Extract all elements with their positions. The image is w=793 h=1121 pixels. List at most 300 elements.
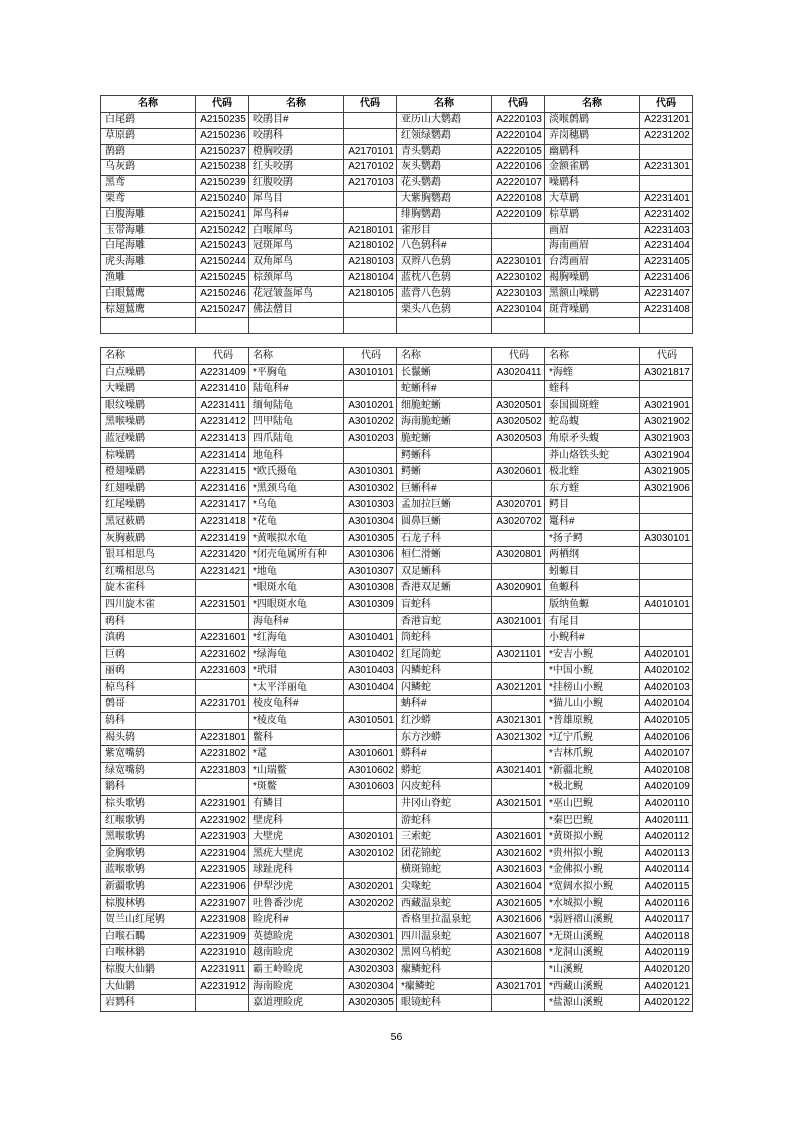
species-name-cell: *海蝰 (545, 364, 640, 381)
species-code-cell (196, 318, 249, 334)
species-name-cell (545, 318, 640, 334)
species-name-cell: 白点噪鹛 (101, 364, 196, 381)
species-code-cell: A3021701 (492, 978, 545, 995)
species-code-cell: A3010305 (344, 530, 397, 547)
species-name-cell: *四眼斑水龟 (249, 596, 344, 613)
species-name-cell: 蚓螈目 (545, 563, 640, 580)
species-code-cell: A2231416 (196, 480, 249, 497)
species-code-cell: A4020112 (640, 829, 693, 846)
species-name-cell: 棕草鹛 (545, 207, 640, 223)
species-name-cell: *无斑山溪鲵 (545, 928, 640, 945)
species-name-cell: *欧氏摄龟 (249, 464, 344, 481)
species-code-cell: A2231414 (196, 447, 249, 464)
species-name-cell: 滇䴓 (101, 630, 196, 647)
species-code-cell: A3021608 (492, 945, 545, 962)
species-name-cell: *平胸龟 (249, 364, 344, 381)
species-code-cell: A2150237 (196, 144, 249, 160)
species-name-cell: *金佛拟小鲵 (545, 862, 640, 879)
species-code-cell: A3010303 (344, 497, 397, 514)
species-name-cell: 鳖科 (249, 729, 344, 746)
species-code-table-upper (100, 95, 693, 334)
table-row (101, 679, 693, 696)
species-code-cell: A2220103 (492, 113, 545, 129)
species-name-cell: 双足蜥科 (397, 563, 492, 580)
table-row (101, 746, 693, 763)
species-code-cell: A3021603 (492, 862, 545, 879)
table-row (101, 144, 693, 160)
species-code-cell: A3020301 (344, 928, 397, 945)
species-code-cell: A3020201 (344, 879, 397, 896)
species-code-cell (196, 613, 249, 630)
species-code-cell: A3020801 (492, 547, 545, 564)
name-column-header: 名称 (545, 96, 640, 113)
species-code-table-lower (100, 347, 693, 1012)
table-row (101, 779, 693, 796)
species-name-cell: 渔雕 (101, 270, 196, 286)
species-name-cell: *扬子鳄 (545, 530, 640, 547)
species-name-cell: 香港盲蛇 (397, 613, 492, 630)
species-name-cell: *安吉小鲵 (545, 646, 640, 663)
species-code-cell (492, 961, 545, 978)
table-row (101, 961, 693, 978)
species-name-cell: 蓝冠噪鹛 (101, 430, 196, 447)
header-row (101, 96, 693, 113)
species-code-cell: A3010603 (344, 779, 397, 796)
species-code-cell: A2220104 (492, 128, 545, 144)
species-name-cell: *盐源山溪鲵 (545, 995, 640, 1012)
species-code-cell: A4020101 (640, 646, 693, 663)
table-row (101, 613, 693, 630)
name-column-header: 名称 (397, 96, 492, 113)
species-code-cell: A3021604 (492, 879, 545, 896)
species-code-cell: A3020411 (492, 364, 545, 381)
species-name-cell: 红领绿鹦鹉 (397, 128, 492, 144)
species-name-cell: *鼋 (249, 746, 344, 763)
table-row (101, 176, 693, 192)
species-code-cell: A2231417 (196, 497, 249, 514)
species-code-cell (492, 223, 545, 239)
species-name-cell: 红尾噪鹛 (101, 497, 196, 514)
species-code-cell: A3021201 (492, 679, 545, 696)
species-code-cell: A2231907 (196, 895, 249, 912)
species-code-cell: A2231906 (196, 879, 249, 896)
species-code-cell (492, 381, 545, 398)
species-code-cell: A3020303 (344, 961, 397, 978)
species-code-cell: A2231403 (640, 223, 693, 239)
species-code-cell: A2231801 (196, 729, 249, 746)
species-name-cell: 大噪鹛 (101, 381, 196, 398)
species-code-cell (344, 447, 397, 464)
species-name-cell: *乌龟 (249, 497, 344, 514)
species-code-cell (196, 995, 249, 1012)
name-column-header: 名称 (101, 348, 196, 365)
species-code-cell: A3020702 (492, 513, 545, 530)
species-name-cell: *黄斑拟小鲵 (545, 829, 640, 846)
species-code-cell: A4020117 (640, 912, 693, 929)
species-code-cell: A2150238 (196, 160, 249, 176)
species-code-cell: A2150243 (196, 239, 249, 255)
table-row (101, 255, 693, 271)
species-name-cell: 小鲵科# (545, 630, 640, 647)
species-name-cell: *棱皮龟 (249, 713, 344, 730)
species-code-cell: A2180101 (344, 223, 397, 239)
species-name-cell: *玳瑁 (249, 663, 344, 680)
species-code-cell: A2231701 (196, 696, 249, 713)
species-code-cell: A2231410 (196, 381, 249, 398)
species-name-cell: 乌灰鹞 (101, 160, 196, 176)
code-column-header: 代码 (492, 348, 545, 365)
species-code-cell (196, 713, 249, 730)
species-code-cell (492, 696, 545, 713)
species-code-cell (640, 176, 693, 192)
species-name-cell: 巨䴓 (101, 646, 196, 663)
species-code-cell: A4020119 (640, 945, 693, 962)
species-code-cell: A2231902 (196, 812, 249, 829)
species-name-cell: 双角犀鸟 (249, 255, 344, 271)
species-code-cell: A4020118 (640, 928, 693, 945)
species-code-cell: A2180102 (344, 239, 397, 255)
species-code-cell (492, 779, 545, 796)
species-name-cell: 黑喉歌鸲 (101, 829, 196, 846)
species-name-cell: 伊犁沙虎 (249, 879, 344, 896)
species-name-cell: 霸王岭睑虎 (249, 961, 344, 978)
species-code-cell: A2230101 (492, 255, 545, 271)
species-code-cell: A3020101 (344, 829, 397, 846)
species-code-cell: A3010601 (344, 746, 397, 763)
code-column-header: 代码 (492, 96, 545, 113)
species-name-cell: 有尾目 (545, 613, 640, 630)
species-code-cell: A2231909 (196, 928, 249, 945)
table-row (101, 796, 693, 813)
species-name-cell: 巨蜥科# (397, 480, 492, 497)
species-code-cell (492, 480, 545, 497)
species-code-cell: A3010308 (344, 580, 397, 597)
species-name-cell (249, 318, 344, 334)
species-code-cell: A2170102 (344, 160, 397, 176)
code-column-header: 代码 (344, 96, 397, 113)
species-name-cell: 蓝喉歌鸲 (101, 862, 196, 879)
species-name-cell: 新疆歌鸲 (101, 879, 196, 896)
species-name-cell: 佛法僧目 (249, 302, 344, 318)
table-row (101, 563, 693, 580)
species-code-cell: A2231910 (196, 945, 249, 962)
table-row (101, 978, 693, 995)
table-row (101, 530, 693, 547)
species-name-cell: 筒蛇科 (397, 630, 492, 647)
table-row (101, 995, 693, 1012)
species-name-cell: 灰胸薮鹛 (101, 530, 196, 547)
table-row (101, 160, 693, 176)
species-code-cell (344, 796, 397, 813)
table-row (101, 191, 693, 207)
species-code-cell: A2150239 (196, 176, 249, 192)
species-code-cell: A2220107 (492, 176, 545, 192)
species-name-cell: 眼镜蛇科 (397, 995, 492, 1012)
species-name-cell: 黑额山噪鹛 (545, 286, 640, 302)
species-name-cell: 淡喉鹩鹛 (545, 113, 640, 129)
species-code-cell: A2230104 (492, 302, 545, 318)
species-name-cell: 八色鸫科# (397, 239, 492, 255)
table-row (101, 207, 693, 223)
table-row (101, 596, 693, 613)
species-name-cell: 睑虎科# (249, 912, 344, 929)
species-name-cell: 大壁虎 (249, 829, 344, 846)
species-name-cell: 棕头歌鸲 (101, 796, 196, 813)
species-code-cell: A3021903 (640, 430, 693, 447)
species-name-cell: 玉带海雕 (101, 223, 196, 239)
species-name-cell: 香格里拉温泉蛇 (397, 912, 492, 929)
species-name-cell: 球趾虎科 (249, 862, 344, 879)
species-name-cell: 绯胸鹦鹉 (397, 207, 492, 223)
species-code-cell: A3010304 (344, 513, 397, 530)
species-code-cell: A3010101 (344, 364, 397, 381)
species-name-cell: 黑冠薮鹛 (101, 513, 196, 530)
species-code-cell: A3021301 (492, 713, 545, 730)
species-name-cell: 椋鸟科 (101, 679, 196, 696)
species-code-cell: A3010301 (344, 464, 397, 481)
table-row (101, 829, 693, 846)
code-column-header: 代码 (640, 96, 693, 113)
species-code-cell: A3021601 (492, 829, 545, 846)
species-name-cell: *极北鲵 (545, 779, 640, 796)
species-code-cell: A2220109 (492, 207, 545, 223)
table-row (101, 480, 693, 497)
page-number: 56 (390, 1031, 403, 1043)
name-column-header: 名称 (545, 348, 640, 365)
species-code-cell (344, 912, 397, 929)
species-code-cell: A2231911 (196, 961, 249, 978)
species-code-cell: A2231908 (196, 912, 249, 929)
table-row (101, 862, 693, 879)
species-name-cell: 褐头鸫 (101, 729, 196, 746)
species-code-cell: A4020104 (640, 696, 693, 713)
species-name-cell: 极北蝰 (545, 464, 640, 481)
species-name-cell: 四川温泉蛇 (397, 928, 492, 945)
species-name-cell: *弱唇褶山溪鲵 (545, 912, 640, 929)
species-code-cell: A2150236 (196, 128, 249, 144)
species-code-cell: A2230102 (492, 270, 545, 286)
species-code-cell (492, 563, 545, 580)
species-name-cell: *龙洞山溪鲵 (545, 945, 640, 962)
species-name-cell: 台湾画眉 (545, 255, 640, 271)
species-code-cell: A3020503 (492, 430, 545, 447)
species-code-cell: A4020102 (640, 663, 693, 680)
species-name-cell: 蛇岛蝮 (545, 414, 640, 431)
table-row (101, 302, 693, 318)
species-code-cell: A4020121 (640, 978, 693, 995)
species-name-cell: 海南睑虎 (249, 978, 344, 995)
species-code-cell (492, 596, 545, 613)
species-name-cell: 孟加拉巨蜥 (397, 497, 492, 514)
species-code-cell: A2231409 (196, 364, 249, 381)
species-name-cell: 红头咬鹃 (249, 160, 344, 176)
table-row (101, 223, 693, 239)
species-name-cell: 闪皮蛇科 (397, 779, 492, 796)
species-code-cell: A2231202 (640, 128, 693, 144)
species-code-cell (344, 318, 397, 334)
species-name-cell: 鳄目 (545, 497, 640, 514)
species-name-cell: 蓝背八色鸫 (397, 286, 492, 302)
species-name-cell: *巫山巴鲵 (545, 796, 640, 813)
species-code-cell: A3010404 (344, 679, 397, 696)
species-name-cell: 橙胸咬鹃 (249, 144, 344, 160)
species-name-cell: 东方沙蟒 (397, 729, 492, 746)
species-name-cell: *水城拟小鲵 (545, 895, 640, 912)
table-row (101, 663, 693, 680)
species-name-cell: 褐胸噪鹛 (545, 270, 640, 286)
species-code-cell (640, 630, 693, 647)
species-name-cell: *猫儿山小鲵 (545, 696, 640, 713)
species-code-cell: A2231420 (196, 547, 249, 564)
species-code-cell: A3021101 (492, 646, 545, 663)
species-code-cell: A2231401 (640, 191, 693, 207)
species-name-cell: 红嘴相思鸟 (101, 563, 196, 580)
species-code-cell (344, 696, 397, 713)
species-code-cell (344, 729, 397, 746)
species-code-cell: A2150241 (196, 207, 249, 223)
species-code-cell: A3021906 (640, 480, 693, 497)
species-code-cell (492, 630, 545, 647)
species-name-cell: *山瑞鳖 (249, 762, 344, 779)
species-code-cell (492, 746, 545, 763)
species-name-cell: 白尾鹞 (101, 113, 196, 129)
species-name-cell: 黑疣大壁虎 (249, 845, 344, 862)
species-name-cell: 石龙子科 (397, 530, 492, 547)
species-code-cell: A4020114 (640, 862, 693, 879)
species-name-cell: *红海龟 (249, 630, 344, 647)
species-name-cell: 银耳相思鸟 (101, 547, 196, 564)
species-name-cell: *新疆北鲵 (545, 762, 640, 779)
species-code-cell (492, 239, 545, 255)
species-code-cell: A2231407 (640, 286, 693, 302)
species-code-cell: A3010309 (344, 596, 397, 613)
species-code-cell: A3010401 (344, 630, 397, 647)
species-name-cell: 虎头海雕 (101, 255, 196, 271)
species-code-cell: A2220108 (492, 191, 545, 207)
species-code-cell (344, 613, 397, 630)
species-name-cell: 四爪陆龟 (249, 430, 344, 447)
table-row (101, 713, 693, 730)
species-code-cell: A2231803 (196, 762, 249, 779)
species-code-cell: A3020701 (492, 497, 545, 514)
species-code-cell: A4020108 (640, 762, 693, 779)
table-row (101, 762, 693, 779)
species-name-cell: 花冠皱盔犀鸟 (249, 286, 344, 302)
species-code-cell: A2231404 (640, 239, 693, 255)
species-name-cell: 蚺科# (397, 696, 492, 713)
species-code-cell (640, 563, 693, 580)
species-name-cell: 陆龟科# (249, 381, 344, 398)
species-code-cell: A3021302 (492, 729, 545, 746)
species-name-cell: 绿宽嘴鸫 (101, 762, 196, 779)
table-row (101, 928, 693, 945)
species-name-cell: 鸫科 (101, 713, 196, 730)
species-name-cell: 海南画眉 (545, 239, 640, 255)
species-name-cell: 棱皮龟科# (249, 696, 344, 713)
table-row (101, 696, 693, 713)
species-name-cell: 画眉 (545, 223, 640, 239)
table-row (101, 364, 693, 381)
species-name-cell: 版纳鱼螈 (545, 596, 640, 613)
species-name-cell: 棕噪鹛 (101, 447, 196, 464)
species-name-cell: 鳄蜥 (397, 464, 492, 481)
name-column-header: 名称 (397, 348, 492, 365)
species-code-cell: A3021607 (492, 928, 545, 945)
species-code-cell: A3021905 (640, 464, 693, 481)
species-name-cell: 栗头八色鸫 (397, 302, 492, 318)
species-code-cell: A2231601 (196, 630, 249, 647)
species-code-cell (344, 812, 397, 829)
species-code-cell (640, 547, 693, 564)
species-code-cell: A4020113 (640, 845, 693, 862)
species-code-cell: A3021904 (640, 447, 693, 464)
species-name-cell: 犀鸟目 (249, 191, 344, 207)
table-row (101, 879, 693, 896)
code-column-header: 代码 (196, 348, 249, 365)
species-name-cell: 紫宽嘴鸫 (101, 746, 196, 763)
table-row (101, 497, 693, 514)
species-code-cell: A3020502 (492, 414, 545, 431)
species-code-cell: A4020110 (640, 796, 693, 813)
species-code-cell: A2231501 (196, 596, 249, 613)
species-name-cell: 四川旋木雀 (101, 596, 196, 613)
species-name-cell: 蛇蜥科# (397, 381, 492, 398)
species-name-cell: 青头鹦鹉 (397, 144, 492, 160)
species-name-cell: 团花锦蛇 (397, 845, 492, 862)
species-name-cell: 吐鲁番沙虎 (249, 895, 344, 912)
species-code-cell: A2231912 (196, 978, 249, 995)
species-name-cell: 双辫八色鸫 (397, 255, 492, 271)
species-name-cell: 橙翅噪鹛 (101, 464, 196, 481)
species-code-cell: A2220105 (492, 144, 545, 160)
species-code-cell (640, 613, 693, 630)
species-code-cell: A2231905 (196, 862, 249, 879)
table-row (101, 812, 693, 829)
species-name-cell: 尖喙蛇 (397, 879, 492, 896)
species-code-cell (640, 381, 693, 398)
species-name-cell: 白喉石䳭 (101, 928, 196, 945)
species-name-cell: 闪鳞蛇 (397, 679, 492, 696)
species-name-cell: 鱼螈科 (545, 580, 640, 597)
species-code-cell: A2231411 (196, 397, 249, 414)
species-code-cell: A4020109 (640, 779, 693, 796)
species-name-cell: 海南脆蛇蜥 (397, 414, 492, 431)
species-name-cell: 红喉歌鸲 (101, 812, 196, 829)
table-row (101, 845, 693, 862)
species-name-cell: *辽宁爪鲵 (545, 729, 640, 746)
species-code-cell: A2231802 (196, 746, 249, 763)
species-code-cell: A4020120 (640, 961, 693, 978)
species-code-cell (492, 447, 545, 464)
species-name-cell: 海龟科# (249, 613, 344, 630)
species-code-cell: A3021401 (492, 762, 545, 779)
species-name-cell: 两栖纲 (545, 547, 640, 564)
species-name-cell: 栗鸢 (101, 191, 196, 207)
species-code-cell: A3020202 (344, 895, 397, 912)
species-name-cell: 弄岗穗鹛 (545, 128, 640, 144)
species-code-cell: A3021001 (492, 613, 545, 630)
species-code-cell: A2231602 (196, 646, 249, 663)
species-code-cell: A2150242 (196, 223, 249, 239)
species-name-cell: 白腹海雕 (101, 207, 196, 223)
species-code-cell: A2180105 (344, 286, 397, 302)
species-code-cell (344, 302, 397, 318)
species-name-cell: *山溪鲵 (545, 961, 640, 978)
species-code-cell: A4020115 (640, 879, 693, 896)
species-code-cell: A2231904 (196, 845, 249, 862)
species-name-cell: *地龟 (249, 563, 344, 580)
table-row (101, 912, 693, 929)
